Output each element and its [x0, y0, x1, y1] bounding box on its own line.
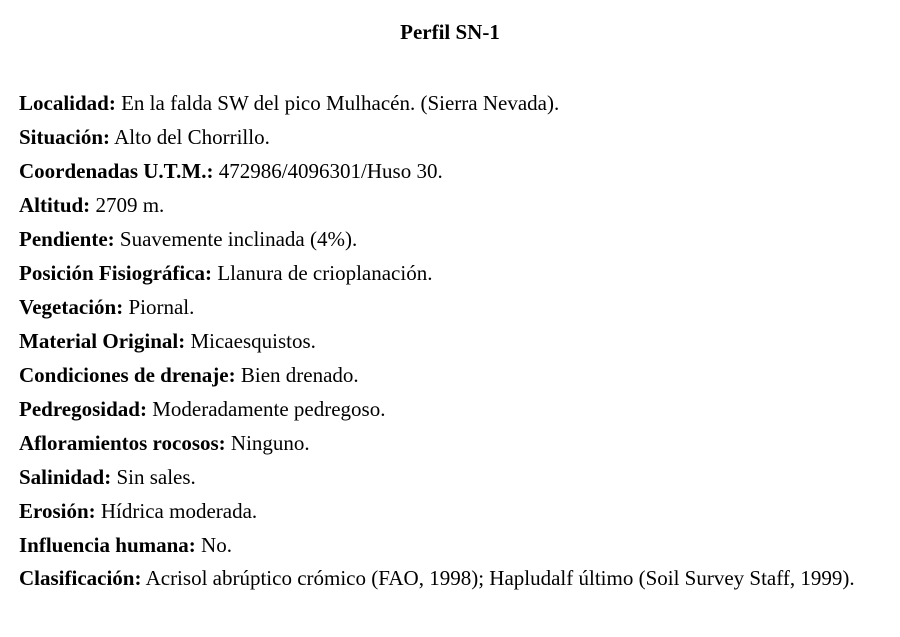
field-condiciones-drenaje	[19, 358, 865, 392]
field-value: En la falda SW del pico Mulhacén. (Sierra Nevada).	[121, 91, 560, 115]
field-value: Llanura de crioplanación.	[217, 261, 433, 285]
field-coordenadas	[19, 154, 865, 188]
field-label: Localidad:	[19, 91, 116, 115]
field-label: Condiciones de drenaje:	[19, 363, 236, 387]
field-afloramientos-rocosos	[19, 426, 865, 460]
field-label: Posición Fisiográfica:	[19, 261, 213, 285]
field-label: Altitud:	[19, 193, 91, 217]
field-material-original	[19, 324, 865, 358]
field-label: Afloramientos rocosos:	[19, 431, 226, 455]
field-posicion-fisiografica	[19, 256, 865, 290]
field-vegetacion	[19, 290, 865, 324]
field-value: Sin sales.	[116, 465, 196, 489]
field-value: Suavemente inclinada (4%).	[119, 227, 358, 251]
field-value: Bien drenado.	[240, 363, 359, 387]
field-clasificacion	[19, 562, 865, 595]
field-label: Erosión:	[19, 499, 96, 523]
field-value: Ninguno.	[230, 431, 310, 455]
field-value: Piornal.	[128, 295, 195, 319]
field-value: 2709 m.	[95, 193, 165, 217]
field-value: Hídrica moderada.	[100, 499, 258, 523]
field-value: Acrisol abrúptico crómico (FAO, 1998); Hapludalf último (Soil Survey Staff, 1999).	[145, 566, 855, 590]
field-localidad	[19, 86, 865, 120]
field-influencia-humana	[19, 528, 865, 562]
field-situacion	[19, 120, 865, 154]
field-value: No.	[201, 533, 232, 557]
field-pendiente	[19, 222, 865, 256]
field-altitud	[19, 188, 865, 222]
field-label: Coordenadas U.T.M.:	[19, 159, 214, 183]
field-pedregosidad	[19, 392, 865, 426]
field-erosion	[19, 494, 865, 528]
profile-title: Perfil SN-1	[400, 20, 500, 44]
field-label: Material Original:	[19, 329, 186, 353]
field-label: Salinidad:	[19, 465, 112, 489]
field-label: Clasificación:	[19, 566, 142, 590]
profile-field-list	[19, 86, 865, 595]
field-value: 472986/4096301/Huso 30.	[218, 159, 443, 183]
field-value: Moderadamente pedregoso.	[152, 397, 386, 421]
field-label: Influencia humana:	[19, 533, 196, 557]
field-label: Vegetación:	[19, 295, 124, 319]
field-value: Micaesquistos.	[190, 329, 316, 353]
field-label: Pedregosidad:	[19, 397, 147, 421]
field-value: Alto del Chorrillo.	[114, 125, 270, 149]
field-salinidad	[19, 460, 865, 494]
field-label: Situación:	[19, 125, 111, 149]
field-label: Pendiente:	[19, 227, 115, 251]
